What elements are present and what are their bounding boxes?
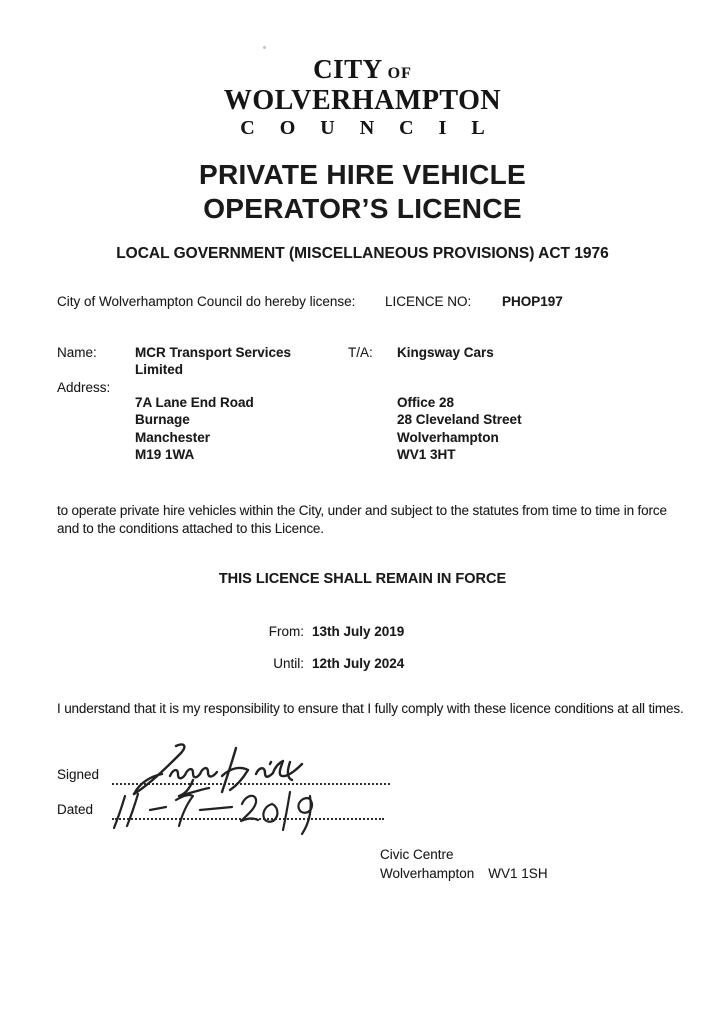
operate-clause: to operate private hire vehicles within the City, under and subject to the statutes from time to time in force and to the conditions attached to this Licence.	[57, 503, 667, 537]
ta-address-line: Office 28	[397, 395, 455, 410]
dated-label: Dated	[57, 802, 94, 817]
signed-label: Signed	[57, 767, 100, 782]
footer-civic-centre: Civic Centre	[380, 847, 454, 862]
ta-address-line: WV1 3HT	[397, 447, 456, 463]
handwritten-date	[100, 788, 345, 838]
from-label: From:	[268, 624, 304, 639]
force-heading: THIS LICENCE SHALL REMAIN IN FORCE	[218, 571, 507, 587]
scan-speck	[263, 46, 266, 49]
council-logo	[0, 56, 725, 138]
operator-address-line: 7A Lane End Road	[135, 395, 254, 410]
title-line-2: OPERATOR’S LICENCE	[203, 193, 522, 224]
page-title	[0, 158, 725, 226]
logo-council-text: C O U N C I L	[240, 117, 495, 139]
logo-wolverhampton-text: WOLVERHAMPTON	[223, 85, 502, 116]
ta-name: Kingsway Cars	[397, 345, 494, 360]
operator-name-line1: MCR Transport Services	[135, 345, 292, 360]
act-subtitle: LOCAL GOVERNMENT (MISCELLANEOUS PROVISIONS) ACT 1976	[116, 245, 609, 262]
operator-name-line2: Limited	[135, 362, 184, 378]
declaration-text: I understand that it is my responsibility to ensure that I fully comply with these licence conditions at all times.	[57, 701, 684, 716]
operator-address	[135, 394, 254, 464]
ta-address	[397, 394, 522, 464]
ta-address-line: 28 Cleveland Street	[397, 412, 522, 428]
logo-city-text: CITY	[313, 54, 383, 84]
name-label: Name:	[57, 345, 97, 360]
footer-postcode: WV1 1SH	[488, 866, 548, 881]
footer-city-postcode	[380, 864, 548, 883]
logo-of-text: OF	[387, 65, 412, 82]
until-date: 12th July 2024	[312, 656, 405, 671]
operator-name	[135, 344, 291, 379]
ta-label: T/A:	[348, 345, 373, 360]
operator-address-line: M19 1WA	[135, 447, 195, 463]
title-line-1: PRIVATE HIRE VEHICLE	[198, 159, 526, 190]
ta-address-line: Wolverhampton	[397, 429, 499, 445]
operator-address-line: Manchester	[135, 429, 211, 445]
footer-address	[380, 845, 548, 883]
until-label: Until:	[273, 656, 304, 671]
issuer-line: City of Wolverhampton Council do hereby license:	[57, 294, 356, 309]
from-date: 13th July 2019	[312, 624, 405, 639]
logo-city-of	[0, 56, 725, 83]
address-label: Address:	[57, 380, 111, 395]
licence-no-value: PHOP197	[502, 294, 563, 309]
licence-no-label: LICENCE NO:	[385, 294, 472, 309]
footer-place: Wolverhampton	[380, 866, 475, 881]
operator-address-line: Burnage	[135, 412, 190, 428]
